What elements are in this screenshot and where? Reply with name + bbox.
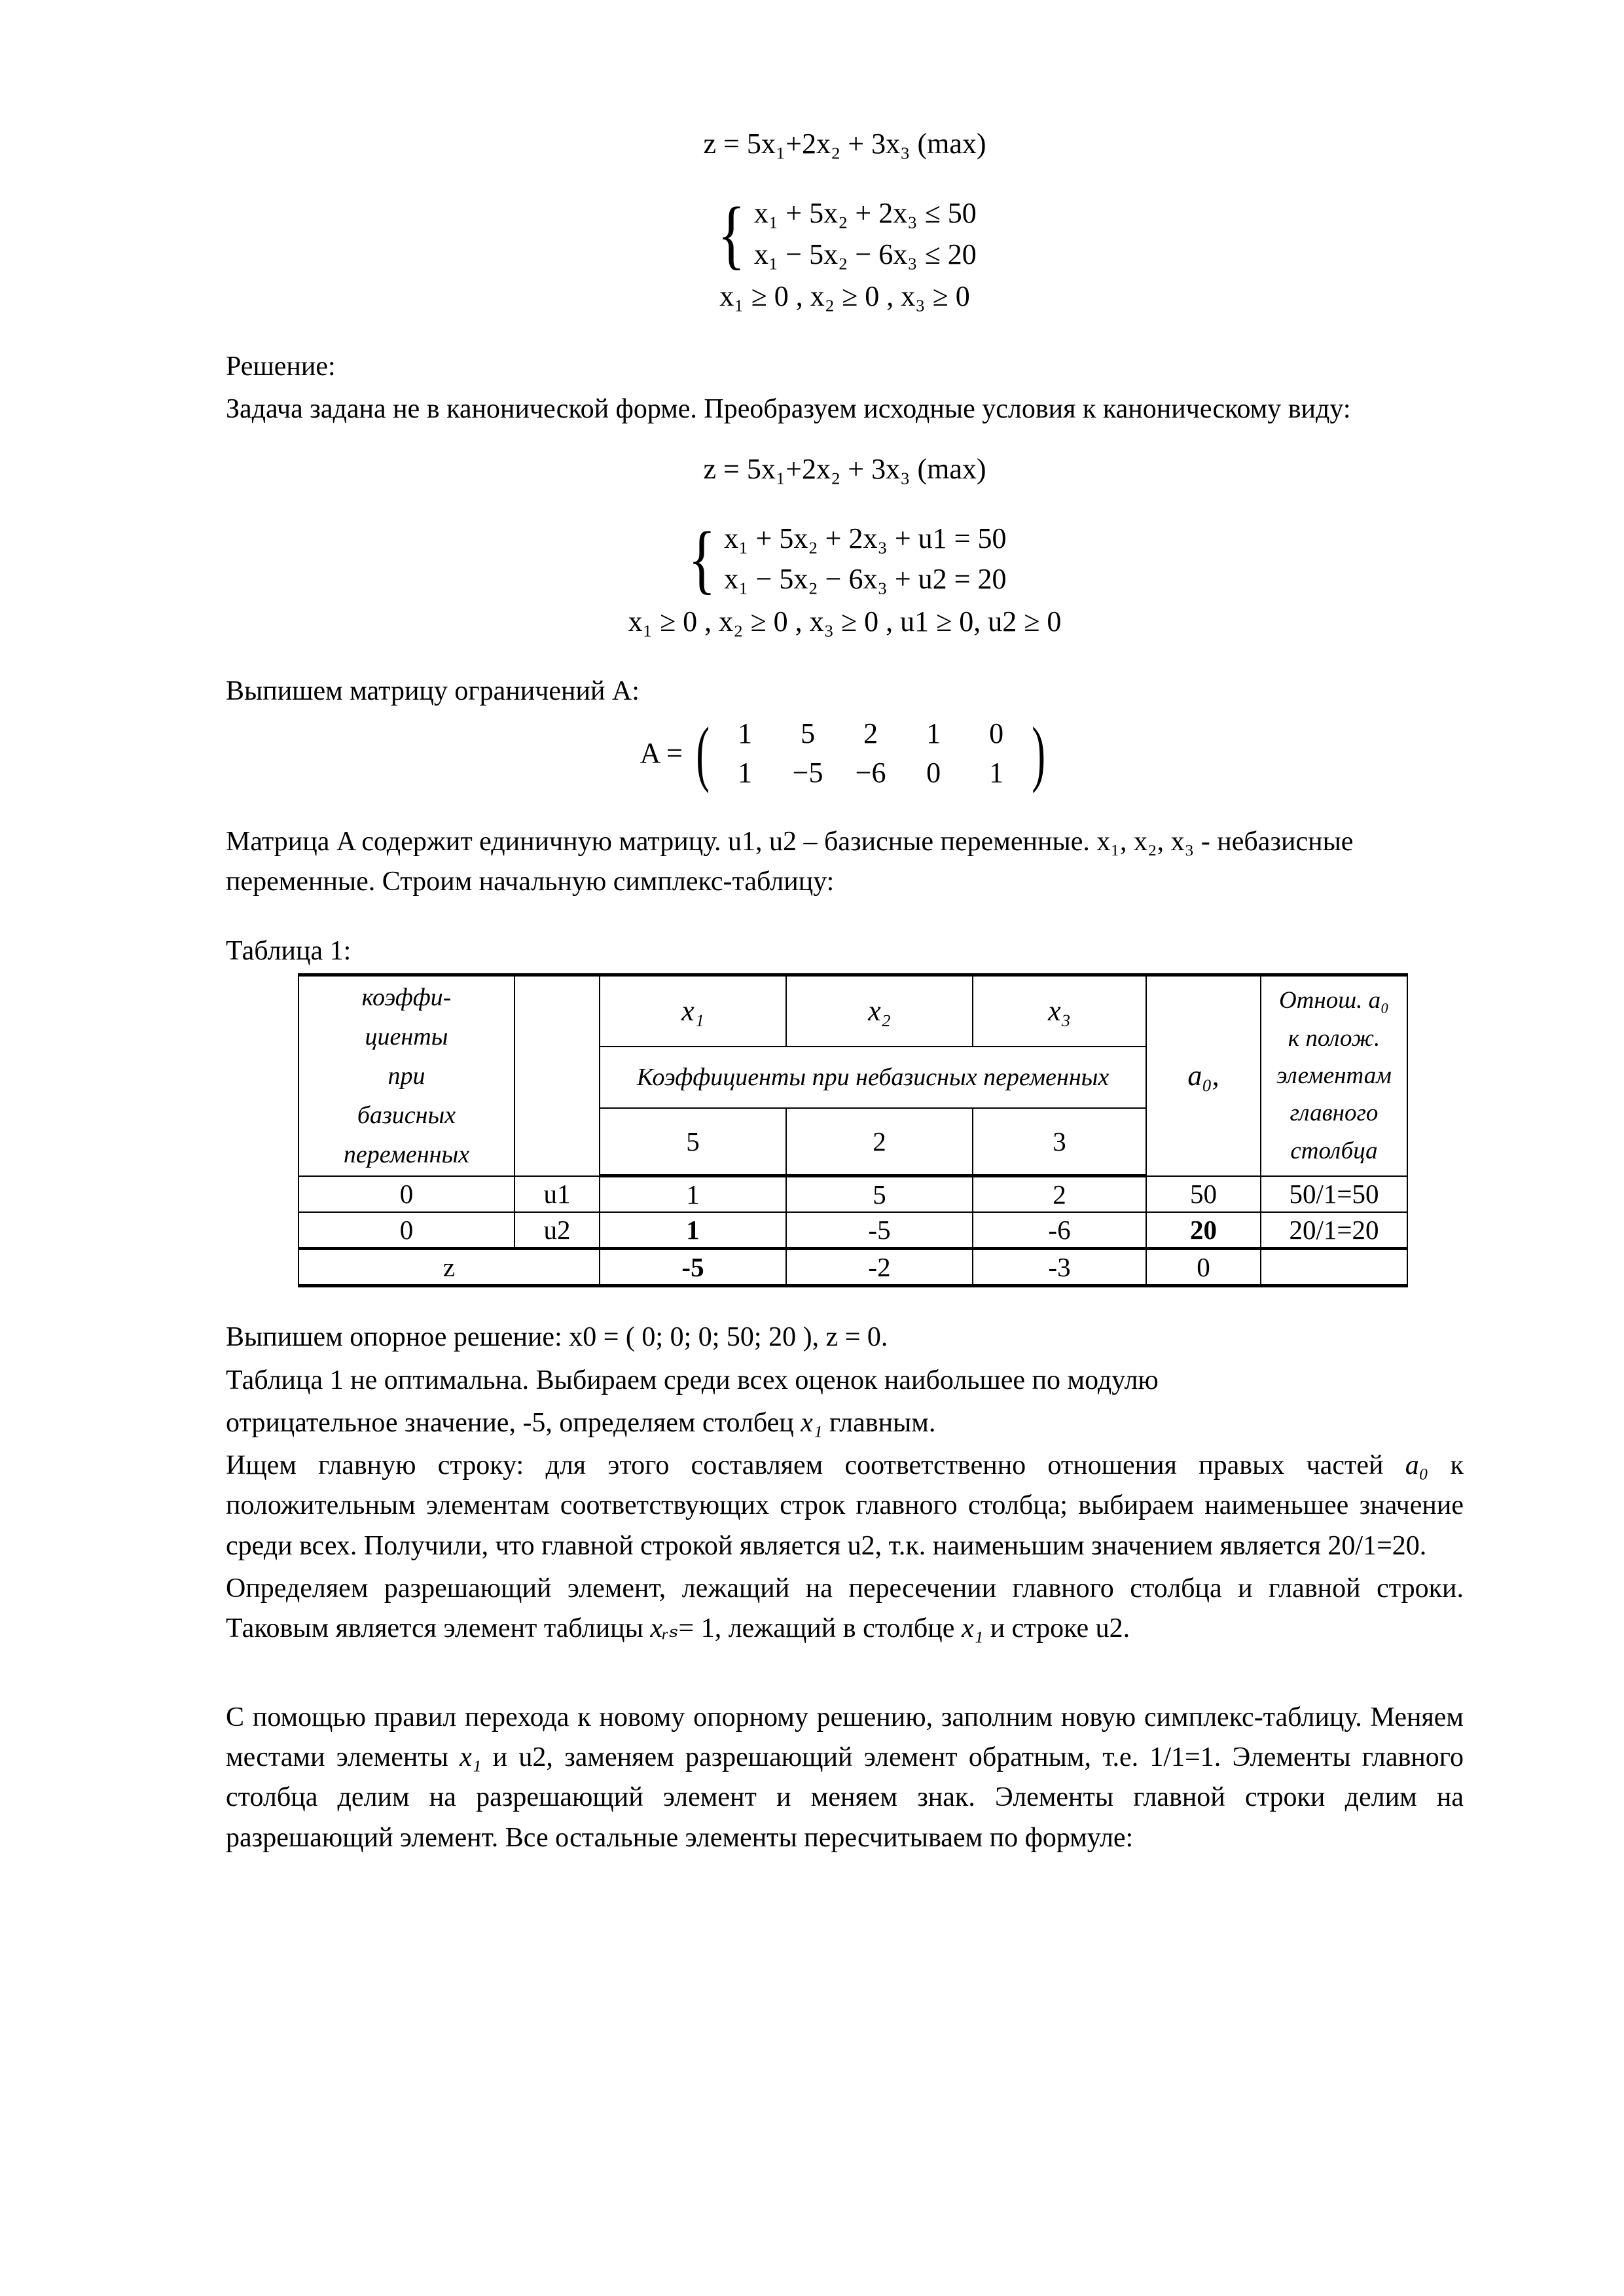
row-basis-var: u2 xyxy=(514,1212,600,1249)
header-coeff-x1: 5 xyxy=(600,1108,786,1176)
ratio-line: столбца xyxy=(1290,1137,1378,1164)
constraint-row-2: x₁ − 5x₂ − 6x₃ ≤ 20 xyxy=(753,238,977,270)
table-row-z xyxy=(298,1249,1407,1286)
canonical-row-2: x₁ − 5x₂ − 6x₃ + u2 = 20 xyxy=(724,563,1007,596)
ratio-line: элементам xyxy=(1276,1062,1392,1089)
spacer xyxy=(226,317,1464,347)
matrix-grid xyxy=(713,715,1028,792)
row-ratio: 20/1=20 xyxy=(1261,1212,1407,1249)
objective-function-canonical xyxy=(226,450,1464,488)
row-basis-var: u1 xyxy=(514,1176,600,1213)
basis-line: коэффи- xyxy=(361,983,452,1011)
right-paren-icon: ) xyxy=(1032,712,1046,794)
intro-paragraph: Задача задана не в канонической форме. Преобразуем исходные условия к каноническому виду: xyxy=(226,394,1351,425)
main-row-text-b: к положительным элементам соответствующих строк главного столбца; выбираем наименьшее значение среди всех. Получили, что главной строкой является u2, т.к. наименьшим значением является 20/1=20. xyxy=(226,1450,1464,1561)
constraint-system-original xyxy=(226,190,1464,277)
header-var-x3: x₃ xyxy=(973,975,1146,1047)
main-column-paragraph xyxy=(226,1403,1464,1443)
z-row-ratio xyxy=(1261,1249,1407,1286)
not-optimal-paragraph: Таблица 1 не оптимальна. Выбираем среди всех оценок наибольшее по модулю xyxy=(226,1365,1159,1395)
canonical-row-1: x₁ + 5x₂ + 2x₃ + u1 = 50 xyxy=(724,522,1007,554)
row-coef: 0 xyxy=(298,1212,514,1249)
left-paren-icon: ( xyxy=(696,712,710,794)
ratio-line: Отнош. a₀ xyxy=(1278,987,1390,1014)
left-brace-icon: { xyxy=(717,190,746,277)
matrix-cell: 0 xyxy=(989,717,1004,749)
support-solution-paragraph: Выпишем опорное решение: x0 = ( 0; 0; 0; 50; 20 ), z = 0. xyxy=(226,1322,888,1353)
main-row-text-a: Ищем главную строку: для этого составляем соответственно отношения правых частей xyxy=(226,1450,1405,1481)
nonnegativity-original: x₁ ≥ 0 , x₂ ≥ 0 , x₃ ≥ 0 xyxy=(719,280,970,313)
header-var-x2: x₂ xyxy=(786,975,973,1047)
transition-rules-paragraph xyxy=(226,1698,1464,1858)
transition-text-a: С помощью правил перехода к новому опорному решению, заполним новую симплекс-таблицу. Меняем местами элементы xyxy=(226,1702,1464,1773)
pivot-var-xrs: xᵣₛ xyxy=(650,1613,679,1644)
objective-function-original xyxy=(226,124,1464,163)
ratio-line: главного xyxy=(1290,1100,1379,1127)
table-row xyxy=(298,1212,1407,1249)
basis-line: базисных xyxy=(357,1101,456,1129)
left-brace-icon: { xyxy=(687,516,716,602)
matrix-intro: Выпишем матрицу ограничений А: xyxy=(226,676,640,707)
z-row-label: z xyxy=(298,1249,600,1286)
pivot-text-c: и строке u2. xyxy=(983,1613,1130,1644)
row-x1-pivot: 1 xyxy=(600,1212,786,1249)
spacer xyxy=(226,905,1464,935)
table-header-row-vars xyxy=(298,975,1407,1047)
matrix-cell: 0 xyxy=(926,756,941,789)
row-coef: 0 xyxy=(298,1176,514,1213)
objective-expression-canonical: z = 5x₁+2x₂ + 3x₃ (max) xyxy=(703,452,986,485)
main-column-text-a: отрицательное значение, -5, определяем столбец xyxy=(226,1407,801,1438)
row-a0: 20 xyxy=(1146,1212,1261,1249)
pivot-var-x1: x₁ xyxy=(961,1613,984,1644)
matrix-cell: 1 xyxy=(738,756,753,789)
matrix-cell: 2 xyxy=(863,717,878,749)
z-row-x3: -3 xyxy=(973,1249,1146,1286)
table-row xyxy=(298,1176,1407,1213)
transition-text-b: и u2, заменяем разрешающий элемент обратным, т.е. 1/1=1. Элементы главного столбца делим на разрешающий элемент и меняем знак. Элементы главной строки делим на разрешающий элемент. Все остальные элементы пересчитываем по формуле: xyxy=(226,1742,1464,1853)
spacer xyxy=(226,1287,1464,1318)
header-var-x1: x₁ xyxy=(600,975,786,1047)
matrix-cell: −6 xyxy=(855,756,886,789)
row-x1: 1 xyxy=(600,1176,786,1213)
header-nonbasis-band: Коэффициенты при небазисных переменных xyxy=(600,1047,1146,1108)
matrix-cell: −5 xyxy=(792,756,823,789)
matrix-label: A = xyxy=(640,737,683,770)
header-coeff-x3: 3 xyxy=(973,1108,1146,1176)
pivot-text-a: Определяем разрешающий элемент, лежащий на пересечении главного столбца и главной строки. Таковым является элемент таблицы xyxy=(226,1573,1464,1644)
constraint-matrix xyxy=(226,712,1464,794)
spacer xyxy=(226,433,1464,450)
objective-expression: z = 5x₁+2x₂ + 3x₃ (max) xyxy=(703,128,986,160)
nonnegativity-canonical: x₁ ≥ 0 , x₂ ≥ 0 , x₃ ≥ 0 , u1 ≥ 0, u2 ≥ 0 xyxy=(628,605,1062,637)
main-column-var: x₁ xyxy=(801,1407,823,1438)
spacer xyxy=(226,1652,1464,1698)
spacer xyxy=(226,488,1464,518)
main-column-text-b: главным. xyxy=(822,1407,936,1438)
main-row-paragraph xyxy=(226,1446,1464,1566)
spacer xyxy=(226,792,1464,822)
z-row-x1: -5 xyxy=(600,1249,786,1286)
header-ratio xyxy=(1261,975,1407,1176)
basis-line: переменных xyxy=(343,1140,470,1168)
ratio-line: к полож. xyxy=(1288,1024,1380,1052)
solution-heading: Решение: xyxy=(226,351,336,382)
z-row-a0: 0 xyxy=(1146,1249,1261,1286)
simplex-table xyxy=(298,973,1408,1288)
matrix-note: Матрица A содержит единичную матрицу. u1, u2 – базисные переменные. x₁, x₂, x₃ - небазисные переменные. Строим начальную симплекс-таблицу: xyxy=(226,826,1354,897)
row-x3: 2 xyxy=(973,1176,1146,1213)
matrix-cell: 1 xyxy=(989,756,1004,789)
matrix-cell: 1 xyxy=(926,717,941,749)
spacer xyxy=(226,163,1464,193)
spacer xyxy=(226,641,1464,672)
transition-var-x1: x₁ xyxy=(460,1742,482,1773)
header-basis-coefficients xyxy=(298,975,514,1176)
header-basis-variable-slot xyxy=(514,975,600,1176)
pivot-text-b: = 1, лежащий в столбце xyxy=(678,1613,962,1644)
row-x2: 5 xyxy=(786,1176,973,1213)
constraint-system-canonical xyxy=(226,518,1464,600)
basis-line: циенты xyxy=(365,1022,448,1050)
z-row-x2: -2 xyxy=(786,1249,973,1286)
basis-line: при xyxy=(388,1062,425,1090)
pivot-element-paragraph xyxy=(226,1569,1464,1649)
constraint-row-1: x₁ + 5x₂ + 2x₃ ≤ 50 xyxy=(753,197,977,230)
main-row-var-a0: a₀ xyxy=(1405,1450,1429,1481)
row-a0: 50 xyxy=(1146,1176,1261,1213)
row-x3: -6 xyxy=(973,1212,1146,1249)
row-ratio: 50/1=50 xyxy=(1261,1176,1407,1213)
header-a0: a₀, xyxy=(1146,975,1261,1176)
matrix-cell: 5 xyxy=(801,717,816,749)
matrix-cell: 1 xyxy=(738,717,753,749)
table-caption: Таблица 1: xyxy=(226,935,352,966)
row-x2: -5 xyxy=(786,1212,973,1249)
header-coeff-x2: 2 xyxy=(786,1108,973,1176)
